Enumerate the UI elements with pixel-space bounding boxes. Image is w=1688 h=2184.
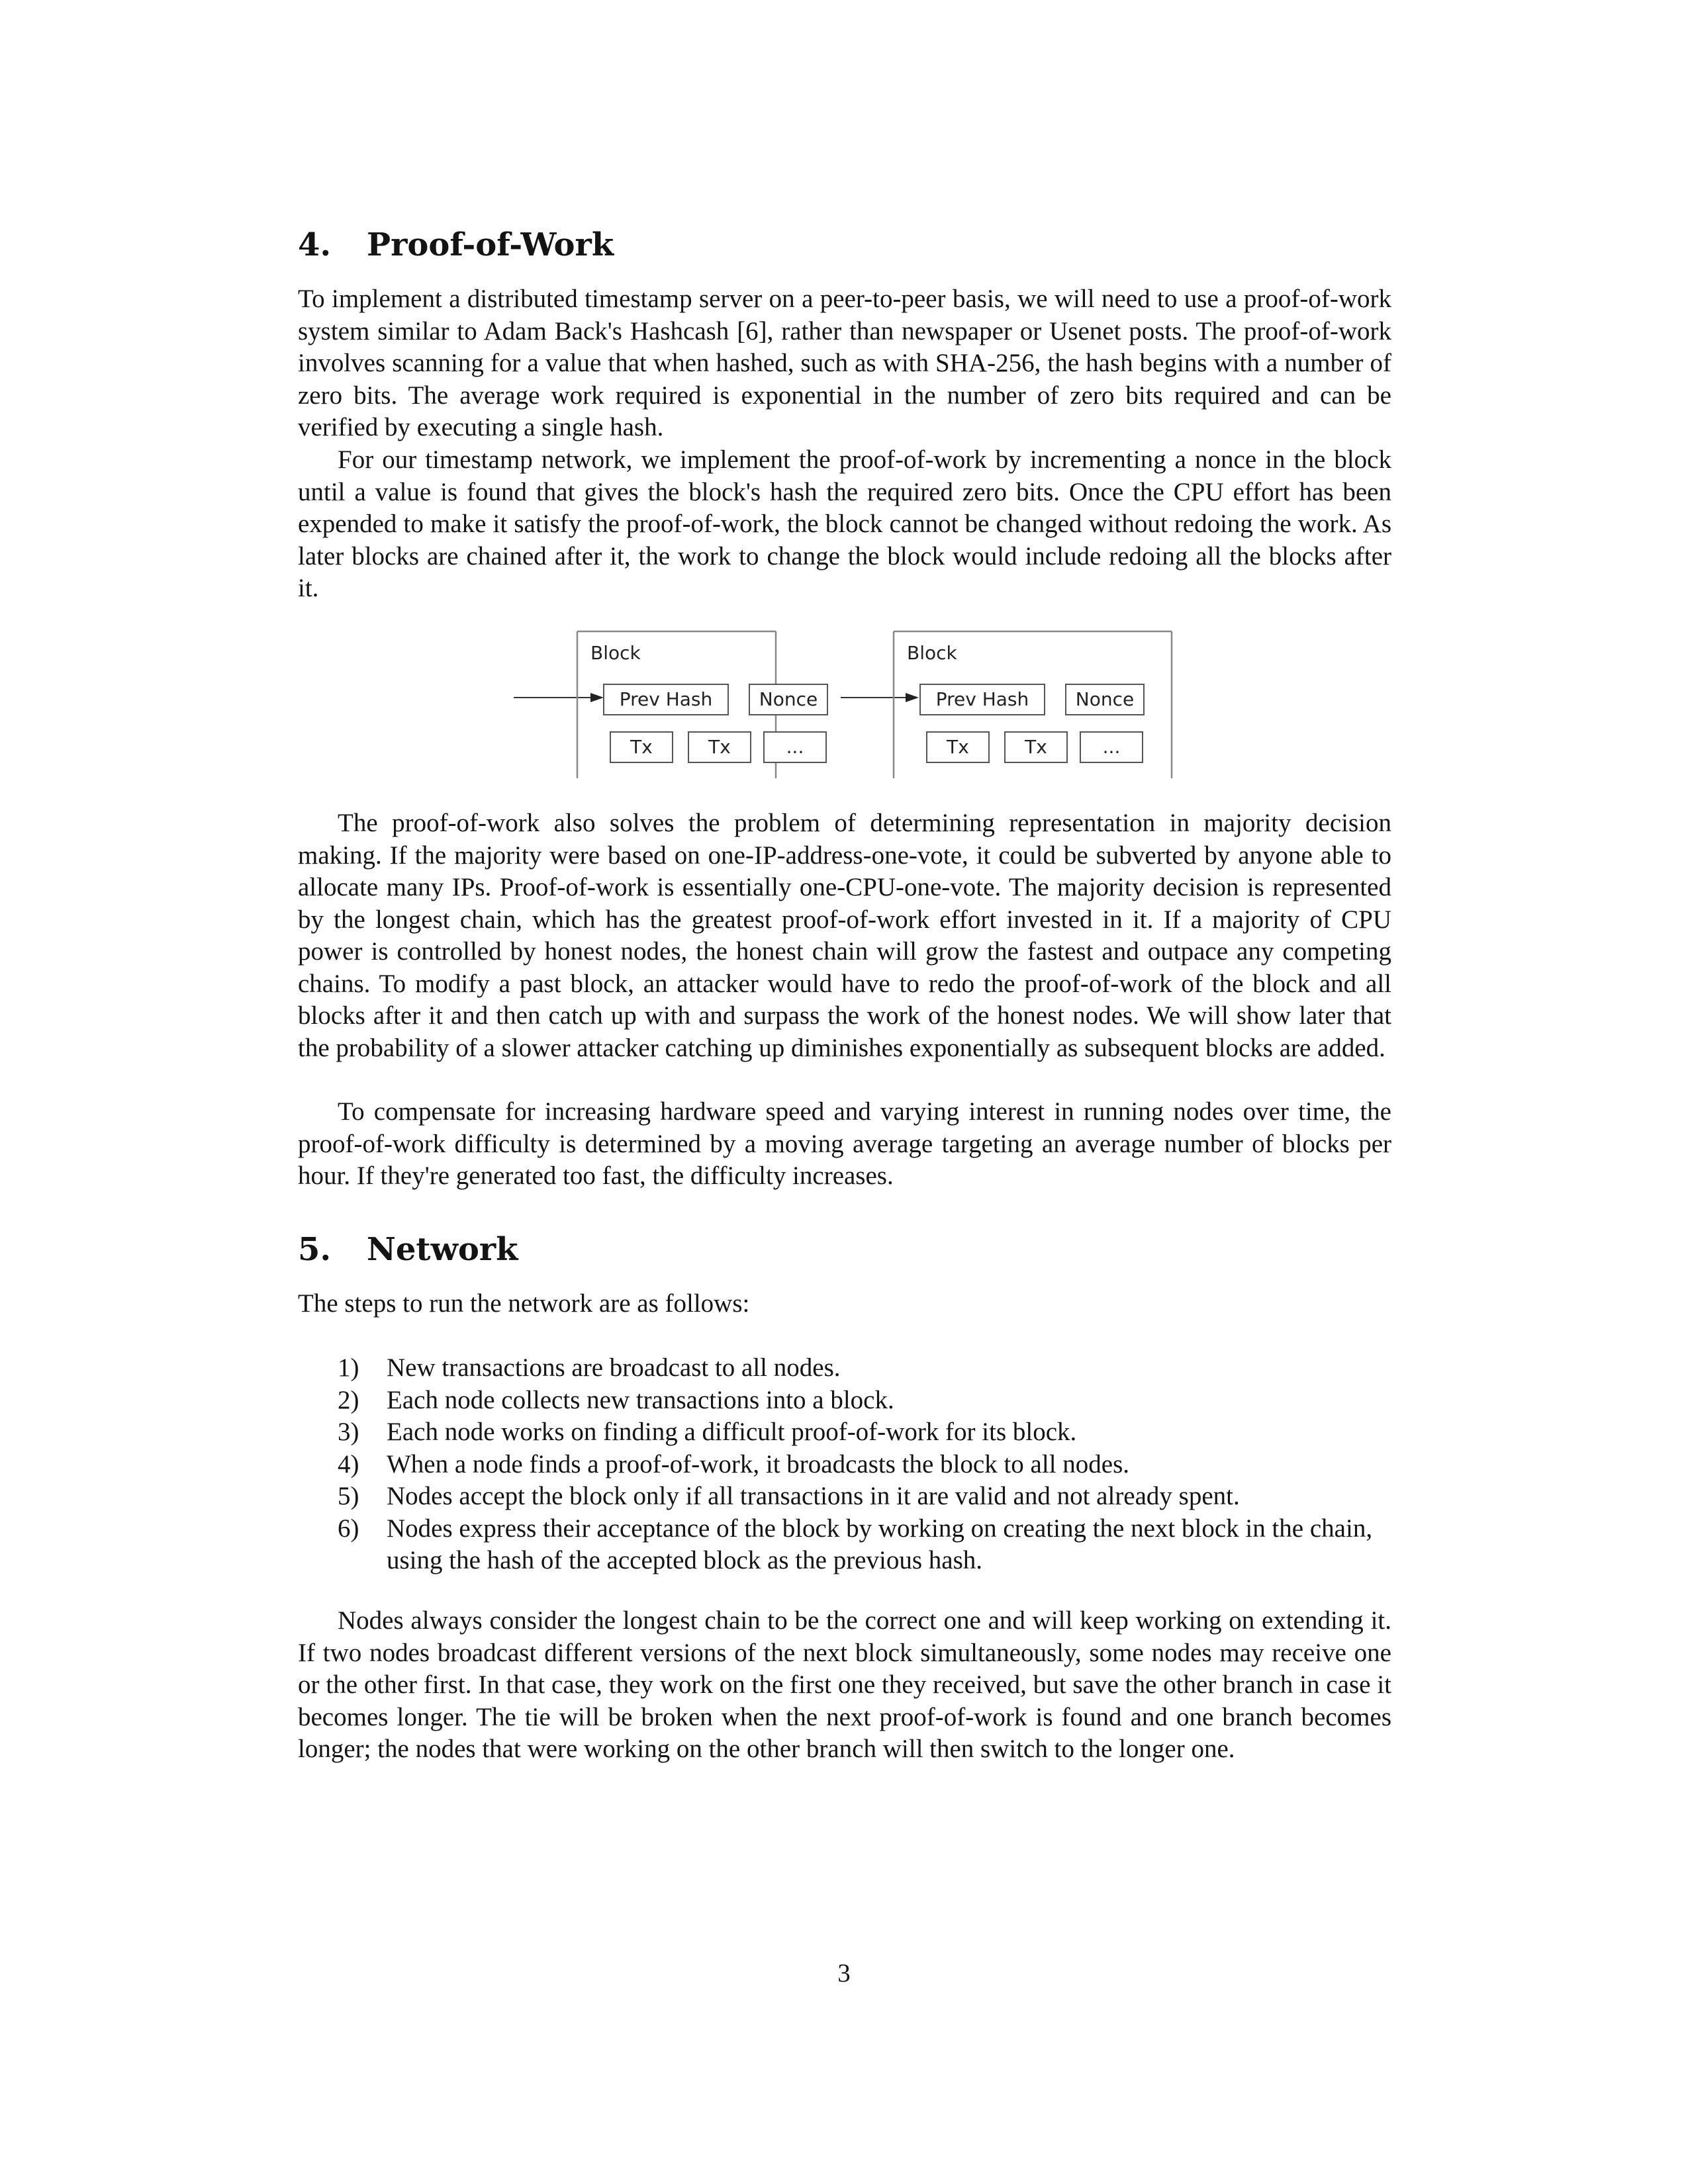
- page-number: 3: [837, 1959, 851, 1987]
- block-label: Block: [590, 642, 641, 664]
- list-item: [298, 1352, 1391, 1385]
- paragraph: To implement a distributed timestamp server on a peer-to-peer basis, we will need to use a proof-of-work system similar to Adam Back's Hashcash [6], rather than newspaper or Usenet posts. The proof-of-work involves scanning for a value that when hashed, such as with SHA-256, the hash begins with a number of zero bits. The average work required is exponential in the number of zero bits required and can be verified by executing a single hash.: [298, 285, 1391, 441]
- block-chain-figure: [510, 629, 1185, 782]
- list-marker: 6): [338, 1514, 359, 1543]
- list-item: [298, 1480, 1391, 1513]
- block-box: [577, 631, 827, 778]
- list-item-text: Each node collects new transactions into a block.: [387, 1385, 894, 1414]
- list-item-text: Nodes accept the block only if all transactions in it are valid and not already spent.: [387, 1482, 1240, 1510]
- tx-field: Tx: [708, 736, 731, 758]
- tx-field: Tx: [630, 736, 653, 758]
- list-marker: 2): [338, 1385, 359, 1414]
- prev-hash-field: Prev Hash: [619, 688, 713, 710]
- paragraph: To compensate for increasing hardware speed and varying interest in running nodes over time, the proof-of-work difficulty is determined by a moving average targeting an average number of blocks per hour. If they're generated too fast, the difficulty increases.: [298, 1097, 1391, 1190]
- arrow-icon: [841, 693, 919, 702]
- section-heading-network: [298, 1230, 518, 1269]
- list-marker: 5): [338, 1482, 359, 1510]
- block-label: Block: [907, 642, 957, 664]
- paragraph: The proof-of-work also solves the problem of determining representation in majority decision making. If the majority were based on one-IP-address-one-vote, it could be subverted by anyone able to allocate many IPs. Proof-of-work is essentially one-CPU-one-vote. The majority decision is represented by the longest chain, which has the greatest proof-of-work effort invested in it. If a majority of CPU power is controlled by honest nodes, the honest chain will grow the fastest and outpace any competing chains. To modify a past block, an attacker would have to redo the proof-of-work of the block and all blocks after it and then catch up with and surpass the work of the honest nodes. We will show later that the probability of a slower attacker catching up diminishes exponentially as subsequent blocks are added.: [298, 809, 1391, 1062]
- nonce-field: Nonce: [1075, 688, 1135, 710]
- list-item: [298, 1416, 1391, 1449]
- list-item-text: Nodes express their acceptance of the block by working on creating the next block in the chain, using the hash of the accepted block as the previous hash.: [387, 1514, 1373, 1574]
- list-item-text: When a node finds a proof-of-work, it broadcasts the block to all nodes.: [387, 1449, 1130, 1479]
- list-item-text: New transactions are broadcast to all nodes.: [387, 1353, 841, 1382]
- paragraph: For our timestamp network, we implement the proof-of-work by incrementing a nonce in the block until a value is found that gives the block's hash the required zero bits. Once the CPU effort has been expended to make it satisfy the proof-of-work, the block cannot be changed without redoing the work. As later blocks are chained after it, the work to change the block would include redoing all the blocks after it.: [298, 445, 1391, 602]
- block-box: [894, 631, 1172, 778]
- list-item: [298, 1513, 1391, 1577]
- section-heading-proof-of-work: [298, 225, 614, 265]
- section-title: Proof-of-Work: [367, 226, 614, 263]
- paragraph: Nodes always consider the longest chain to be the correct one and will keep working on extending it. If two nodes broadcast different versions of the next block simultaneously, some nodes may receive one or the other first. In that case, they work on the first one they received, but save the other branch in case it becomes longer. The tie will be broken when the next proof-of-work is found and one branch becomes longer; the nodes that were working on the other branch will then switch to the longer one.: [298, 1606, 1391, 1763]
- list-item: [298, 1385, 1391, 1417]
- tx-field: Tx: [947, 736, 969, 758]
- tx-field: Tx: [1025, 736, 1047, 758]
- section-title: Network: [367, 1231, 518, 1268]
- tx-more-field: ...: [1102, 736, 1121, 758]
- section-number: 4.: [298, 226, 332, 263]
- list-marker: 1): [338, 1353, 359, 1382]
- list-marker: 3): [338, 1418, 359, 1446]
- tx-more-field: ...: [786, 736, 804, 758]
- paragraph: The steps to run the network are as follows:: [298, 1289, 750, 1318]
- network-steps-list: [298, 1352, 1391, 1577]
- prev-hash-field: Prev Hash: [935, 688, 1029, 710]
- list-marker: 4): [338, 1449, 359, 1479]
- arrow-icon: [514, 693, 604, 702]
- list-item-text: Each node works on finding a difficult proof-of-work for its block.: [387, 1418, 1077, 1446]
- list-item: [298, 1449, 1391, 1481]
- nonce-field: Nonce: [759, 688, 818, 710]
- section-number: 5.: [298, 1231, 332, 1268]
